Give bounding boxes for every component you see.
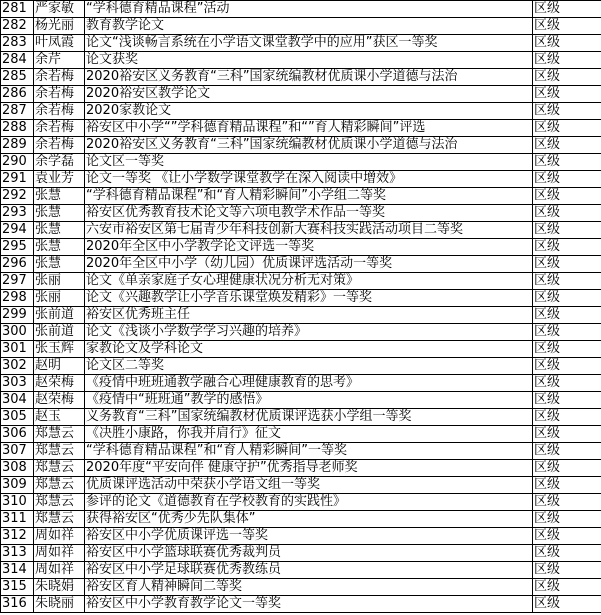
- table-row: [1, 562, 601, 579]
- row-number-cell: 297: [1, 273, 34, 290]
- name-cell: 周如祥: [34, 562, 85, 579]
- description-cell: 裕安区中小学篮球联赛优秀裁判员: [85, 545, 533, 562]
- table-row: [1, 154, 601, 171]
- level-cell: 区级: [533, 188, 601, 205]
- level-cell: 区级: [533, 579, 601, 596]
- description-cell: 裕安区中小学足球联赛优秀教练员: [85, 562, 533, 579]
- row-number-cell: 303: [1, 375, 34, 392]
- description-cell: 2020裕安区义务教育“三科”国家统编教材优质课小学道德与法治: [85, 69, 533, 86]
- table-row: [1, 137, 601, 154]
- description-cell: 参评的论文《道德教育在学校教育的实践性》: [85, 494, 533, 511]
- table-row: [1, 205, 601, 222]
- name-cell: 郑慧云: [34, 460, 85, 477]
- table-row: [1, 35, 601, 52]
- level-cell: 区级: [533, 596, 601, 613]
- row-number-cell: 293: [1, 205, 34, 222]
- level-cell: 区级: [533, 86, 601, 103]
- row-number-cell: 281: [1, 1, 34, 18]
- name-cell: 赵玉: [34, 409, 85, 426]
- row-number-cell: 308: [1, 460, 34, 477]
- level-cell: 区级: [533, 494, 601, 511]
- row-number-cell: 286: [1, 86, 34, 103]
- name-cell: 赵荣梅: [34, 392, 85, 409]
- level-cell: 区级: [533, 1, 601, 18]
- level-cell: 区级: [533, 375, 601, 392]
- level-cell: 区级: [533, 443, 601, 460]
- name-cell: 张慧: [34, 222, 85, 239]
- description-cell: 2020家教论文: [85, 103, 533, 120]
- description-cell: 义务教育“三科”国家统编教材优质课评选获小学组一等奖: [85, 409, 533, 426]
- description-cell: 论文获奖: [85, 52, 533, 69]
- table-row: [1, 596, 601, 613]
- description-cell: “学科德育精品课程”和“育人精彩瞬间”小学组二等奖: [85, 188, 533, 205]
- row-number-cell: 306: [1, 426, 34, 443]
- description-cell: 2020年全区中小学（幼儿园）优质课评选活动一等奖: [85, 256, 533, 273]
- row-number-cell: 284: [1, 52, 34, 69]
- name-cell: 余若梅: [34, 69, 85, 86]
- description-cell: 《疫情中班班通教学融合心理健康教育的思考》: [85, 375, 533, 392]
- description-cell: 裕安区优秀班主任: [85, 307, 533, 324]
- row-number-cell: 283: [1, 35, 34, 52]
- row-number-cell: 315: [1, 579, 34, 596]
- table-row: [1, 443, 601, 460]
- name-cell: 张慧: [34, 205, 85, 222]
- row-number-cell: 294: [1, 222, 34, 239]
- level-cell: 区级: [533, 528, 601, 545]
- description-cell: “学科德育精品课程”活动: [85, 1, 533, 18]
- row-number-cell: 310: [1, 494, 34, 511]
- description-cell: 裕安区中小学“”学科德育精品课程”和“”育人精彩瞬间”评选: [85, 120, 533, 137]
- level-cell: 区级: [533, 545, 601, 562]
- row-number-cell: 292: [1, 188, 34, 205]
- table-row: [1, 511, 601, 528]
- row-number-cell: 282: [1, 18, 34, 35]
- row-number-cell: 313: [1, 545, 34, 562]
- name-cell: 郑慧云: [34, 511, 85, 528]
- description-cell: 裕安区中小学优质课评选一等奖: [85, 528, 533, 545]
- table-row: [1, 18, 601, 35]
- level-cell: 区级: [533, 477, 601, 494]
- level-cell: 区级: [533, 290, 601, 307]
- name-cell: 袁业芳: [34, 171, 85, 188]
- description-cell: 论文区一等奖: [85, 154, 533, 171]
- level-cell: 区级: [533, 222, 601, 239]
- table-row: [1, 69, 601, 86]
- description-cell: 优质课评选活动中荣获小学语文组一等奖: [85, 477, 533, 494]
- description-cell: 家教论文及学科论文: [85, 341, 533, 358]
- name-cell: 郑慧云: [34, 494, 85, 511]
- table-row: [1, 358, 601, 375]
- level-cell: 区级: [533, 35, 601, 52]
- level-cell: 区级: [533, 273, 601, 290]
- name-cell: 张玉辉: [34, 341, 85, 358]
- description-cell: 论文一等奖 《让小学数学课堂教学在深入阅读中增效》: [85, 171, 533, 188]
- description-cell: 论文《单亲家庭子女心理健康状况分析无对策》: [85, 273, 533, 290]
- table-row: [1, 52, 601, 69]
- description-cell: 论文《浅谈小学数学学习兴趣的培养》: [85, 324, 533, 341]
- name-cell: 张慧: [34, 239, 85, 256]
- row-number-cell: 305: [1, 409, 34, 426]
- name-cell: 张慧: [34, 188, 85, 205]
- level-cell: 区级: [533, 460, 601, 477]
- table-row: [1, 494, 601, 511]
- name-cell: 叶凤霞: [34, 35, 85, 52]
- level-cell: 区级: [533, 18, 601, 35]
- table-row: [1, 324, 601, 341]
- name-cell: 郑慧云: [34, 443, 85, 460]
- table-row: [1, 545, 601, 562]
- name-cell: 朱晓丽: [34, 596, 85, 613]
- table-row: [1, 579, 601, 596]
- description-cell: 2020年度“平安向伴 健康守护”优秀指导老师奖: [85, 460, 533, 477]
- row-number-cell: 298: [1, 290, 34, 307]
- level-cell: 区级: [533, 409, 601, 426]
- description-cell: 六安市裕安区第七届青少年科技创新大赛科技实践活动项目二等奖: [85, 222, 533, 239]
- table-row: [1, 477, 601, 494]
- level-cell: 区级: [533, 137, 601, 154]
- description-cell: 论文区二等奖: [85, 358, 533, 375]
- row-number-cell: 300: [1, 324, 34, 341]
- name-cell: 张前道: [34, 324, 85, 341]
- table-row: [1, 103, 601, 120]
- level-cell: 区级: [533, 307, 601, 324]
- description-cell: 2020裕安区义务教育“三科”国家统编教材优质课小学道德与法治: [85, 137, 533, 154]
- table-row: [1, 528, 601, 545]
- table-row: [1, 341, 601, 358]
- name-cell: 余学磊: [34, 154, 85, 171]
- level-cell: 区级: [533, 171, 601, 188]
- name-cell: 周如祥: [34, 545, 85, 562]
- row-number-cell: 309: [1, 477, 34, 494]
- name-cell: 郑慧云: [34, 477, 85, 494]
- row-number-cell: 302: [1, 358, 34, 375]
- level-cell: 区级: [533, 426, 601, 443]
- level-cell: 区级: [533, 511, 601, 528]
- level-cell: 区级: [533, 103, 601, 120]
- level-cell: 区级: [533, 392, 601, 409]
- table-row: [1, 426, 601, 443]
- level-cell: 区级: [533, 52, 601, 69]
- level-cell: 区级: [533, 341, 601, 358]
- row-number-cell: 287: [1, 103, 34, 120]
- row-number-cell: 299: [1, 307, 34, 324]
- description-cell: “学科德育精品课程”和“育人精彩瞬间”一等奖: [85, 443, 533, 460]
- name-cell: 余若梅: [34, 137, 85, 154]
- row-number-cell: 290: [1, 154, 34, 171]
- name-cell: 余若梅: [34, 86, 85, 103]
- table-row: [1, 273, 601, 290]
- row-number-cell: 311: [1, 511, 34, 528]
- table-row: [1, 222, 601, 239]
- name-cell: 杨光丽: [34, 18, 85, 35]
- name-cell: 赵荣梅: [34, 375, 85, 392]
- awards-table-body: [1, 1, 601, 613]
- description-cell: 《决胜小康路，你我并肩行》征文: [85, 426, 533, 443]
- name-cell: 张前道: [34, 307, 85, 324]
- row-number-cell: 301: [1, 341, 34, 358]
- level-cell: 区级: [533, 324, 601, 341]
- row-number-cell: 316: [1, 596, 34, 613]
- name-cell: 朱晓娟: [34, 579, 85, 596]
- table-row: [1, 239, 601, 256]
- name-cell: 赵明: [34, 358, 85, 375]
- row-number-cell: 314: [1, 562, 34, 579]
- row-number-cell: 291: [1, 171, 34, 188]
- name-cell: 余若梅: [34, 120, 85, 137]
- level-cell: 区级: [533, 205, 601, 222]
- row-number-cell: 296: [1, 256, 34, 273]
- description-cell: 裕安区育人精神瞬间二等奖: [85, 579, 533, 596]
- name-cell: 余芹: [34, 52, 85, 69]
- row-number-cell: 312: [1, 528, 34, 545]
- row-number-cell: 304: [1, 392, 34, 409]
- level-cell: 区级: [533, 256, 601, 273]
- description-cell: 2020裕安区教学论文: [85, 86, 533, 103]
- row-number-cell: 295: [1, 239, 34, 256]
- table-row: [1, 1, 601, 18]
- table-row: [1, 307, 601, 324]
- table-row: [1, 392, 601, 409]
- level-cell: 区级: [533, 154, 601, 171]
- level-cell: 区级: [533, 239, 601, 256]
- level-cell: 区级: [533, 69, 601, 86]
- name-cell: 余若梅: [34, 103, 85, 120]
- description-cell: 裕安区优秀教育技术论文等六项电教学术作品一等奖: [85, 205, 533, 222]
- description-cell: 教育教学论文: [85, 18, 533, 35]
- level-cell: 区级: [533, 358, 601, 375]
- description-cell: 2020年全区中小学教学论文评选一等奖: [85, 239, 533, 256]
- row-number-cell: 289: [1, 137, 34, 154]
- name-cell: 张丽: [34, 290, 85, 307]
- description-cell: 裕安区中小学教育教学论文一等奖: [85, 596, 533, 613]
- description-cell: 论文《兴趣教学让小学音乐课堂焕发精彩》一等奖: [85, 290, 533, 307]
- table-row: [1, 120, 601, 137]
- table-row: [1, 409, 601, 426]
- name-cell: 郑慧云: [34, 426, 85, 443]
- level-cell: 区级: [533, 120, 601, 137]
- description-cell: 《疫情中“班班通”教学的感悟》: [85, 392, 533, 409]
- table-row: [1, 256, 601, 273]
- table-row: [1, 86, 601, 103]
- description-cell: 获得裕安区“优秀少先队集体”: [85, 511, 533, 528]
- row-number-cell: 307: [1, 443, 34, 460]
- description-cell: 论文“浅谈畅言系统在小学语文课堂教学中的应用”获区一等奖: [85, 35, 533, 52]
- name-cell: 周如祥: [34, 528, 85, 545]
- table-row: [1, 290, 601, 307]
- name-cell: 张丽: [34, 273, 85, 290]
- name-cell: 张慧: [34, 256, 85, 273]
- table-row: [1, 375, 601, 392]
- row-number-cell: 285: [1, 69, 34, 86]
- table-row: [1, 188, 601, 205]
- name-cell: 严家敏: [34, 1, 85, 18]
- table-row: [1, 171, 601, 188]
- table-row: [1, 460, 601, 477]
- row-number-cell: 288: [1, 120, 34, 137]
- level-cell: 区级: [533, 562, 601, 579]
